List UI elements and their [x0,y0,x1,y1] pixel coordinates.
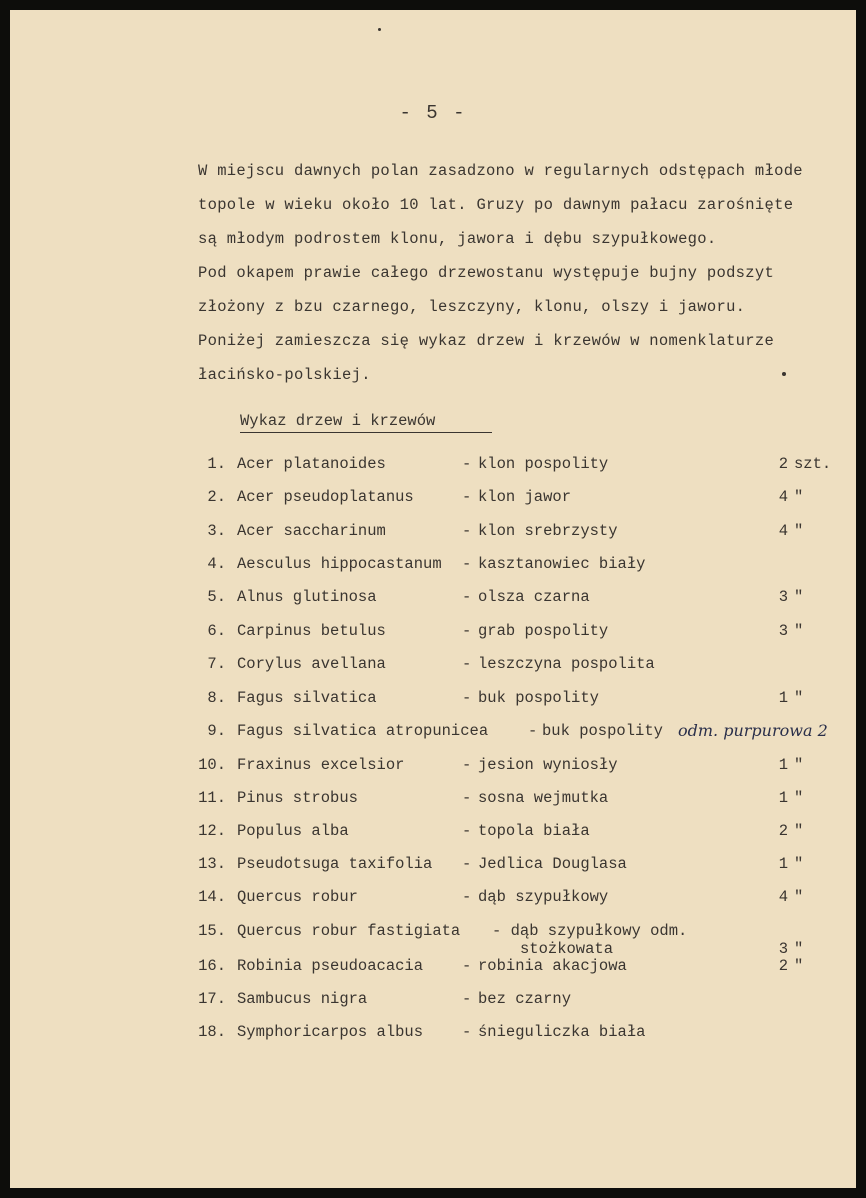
list-item [10,789,856,813]
latin-name: Acer platanoides [237,455,386,473]
unit: " [794,756,804,774]
item15-quantity-row [10,940,856,958]
list-item [10,689,856,713]
quantity: 4 [778,888,788,906]
item-number: 1. [207,455,226,473]
latin-name: Alnus glutinosa [237,588,377,606]
item-number: 15. [198,922,226,940]
latin-name: Quercus robur fastigiata [237,922,461,940]
unit: " [794,940,804,958]
list-title: Wykaz drzew i krzewów [240,412,492,433]
separator: - [462,555,472,573]
quantity: 3 [778,622,788,640]
separator: - [462,1023,472,1041]
list-item [10,855,856,879]
unit: " [794,522,804,540]
quantity: 3 [778,940,788,958]
paragraph-line: W miejscu dawnych polan zasadzono w regularnych odstępach młode [198,162,803,180]
paragraph-line: złożony z bzu czarnego, leszczyny, klonu, olszy i jaworu. [198,298,746,316]
quantity: 2 [778,957,788,975]
item-number: 6. [207,622,226,640]
paper-speck [782,372,786,376]
polish-name: dąb szypułkowy [478,888,609,906]
paragraph-line: Pod okapem prawie całego drzewostanu występuje bujny podszyt [198,264,775,282]
item-number: 8. [207,689,226,707]
paragraph-line: Poniżej zamieszcza się wykaz drzew i krzewów w nomenklaturze [198,332,775,350]
list-item [10,756,856,780]
polish-name: buk pospolity [542,722,663,740]
quantity: 1 [778,756,788,774]
latin-name: Corylus avellana [237,655,386,673]
list-item [10,588,856,612]
separator: - [528,722,538,740]
polish-name: robinia akacjowa [478,957,627,975]
latin-name: Carpinus betulus [237,622,386,640]
polish-name: sosna wejmutka [478,789,609,807]
separator: - [462,488,472,506]
latin-name: Aesculus hippocastanum [237,555,442,573]
list-item [10,522,856,546]
latin-name: Pseudotsuga taxifolia [237,855,433,873]
separator: - [462,756,472,774]
paragraph-line: łacińsko-polskiej. [198,366,371,384]
separator: - [462,522,472,540]
latin-name: Symphoricarpos albus [237,1023,424,1041]
document-page [10,10,856,1188]
latin-name: Fagus silvatica atropunicea [237,722,489,740]
list-item [10,888,856,912]
separator: - [462,957,472,975]
quantity: 1 [778,855,788,873]
page-number: - 5 - [399,102,467,124]
polish-name: Jedlica Douglasa [478,855,627,873]
handwritten-annotation: odm. purpurowa 2 [678,721,828,740]
item-number: 7. [207,655,226,673]
quantity: 2 [778,822,788,840]
list-item [10,455,856,479]
polish-name: buk pospolity [478,689,599,707]
unit: " [794,789,804,807]
latin-name: Acer saccharinum [237,522,386,540]
polish-name: jesion wyniosły [478,756,618,774]
polish-name: klon srebrzysty [478,522,618,540]
unit: " [794,822,804,840]
item-number: 9. [207,722,226,740]
item-number: 17. [198,990,226,1008]
polish-name: klon jawor [478,488,572,506]
list-item [10,488,856,512]
separator: - [462,455,472,473]
separator: - [462,855,472,873]
list-item [10,1023,856,1047]
list-item [10,822,856,846]
quantity: 2 [778,455,788,473]
list-item [10,622,856,646]
paragraph-line: topole w wieku około 10 lat. Gruzy po dawnym pałacu zarośnięte [198,196,794,214]
separator: - [462,655,472,673]
latin-name: Pinus strobus [237,789,358,807]
separator: - [462,822,472,840]
quantity: 4 [778,522,788,540]
polish-name: grab pospolity [478,622,609,640]
item-number: 18. [198,1023,226,1041]
latin-name: Sambucus nigra [237,990,368,1008]
paragraph-line: są młodym podrostem klonu, jawora i dębu szypułkowego. [198,230,717,248]
list-item [10,957,856,981]
item-number: 12. [198,822,226,840]
item-number: 3. [207,522,226,540]
separator: - [462,789,472,807]
polish-name: bez czarny [478,990,572,1008]
list-item [10,655,856,679]
latin-name: Robinia pseudoacacia [237,957,424,975]
latin-name: Fraxinus excelsior [237,756,405,774]
item-number: 13. [198,855,226,873]
item15-polish-line1: - dąb szypułkowy odm. [492,922,688,940]
separator: - [462,622,472,640]
polish-name: leszczyna pospolita [478,655,655,673]
list-item [10,555,856,579]
latin-name: Fagus silvatica [237,689,377,707]
polish-name: śnieguliczka biała [478,1023,646,1041]
polish-name: klon pospolity [478,455,609,473]
item15-polish-line2: stożkowata [520,940,614,958]
item-number: 2. [207,488,226,506]
separator: - [462,888,472,906]
unit: " [794,689,804,707]
quantity: 4 [778,488,788,506]
separator: - [462,689,472,707]
quantity: 1 [778,789,788,807]
item-number: 4. [207,555,226,573]
unit: " [794,888,804,906]
latin-name: Acer pseudoplatanus [237,488,414,506]
item-number: 5. [207,588,226,606]
item-number: 14. [198,888,226,906]
separator: - [462,588,472,606]
quantity: 3 [778,588,788,606]
separator: - [462,990,472,1008]
unit: " [794,957,804,975]
unit: " [794,855,804,873]
unit: szt. [794,455,832,473]
unit: " [794,488,804,506]
item-number: 16. [198,957,226,975]
latin-name: Quercus robur [237,888,358,906]
paper-speck [378,28,381,31]
polish-name: kasztanowiec biały [478,555,646,573]
item-number: 11. [198,789,226,807]
polish-name: olsza czarna [478,588,590,606]
polish-name: topola biała [478,822,590,840]
unit: " [794,588,804,606]
latin-name: Populus alba [237,822,349,840]
item-number: 10. [198,756,226,774]
list-item [10,990,856,1014]
quantity: 1 [778,689,788,707]
unit: " [794,622,804,640]
